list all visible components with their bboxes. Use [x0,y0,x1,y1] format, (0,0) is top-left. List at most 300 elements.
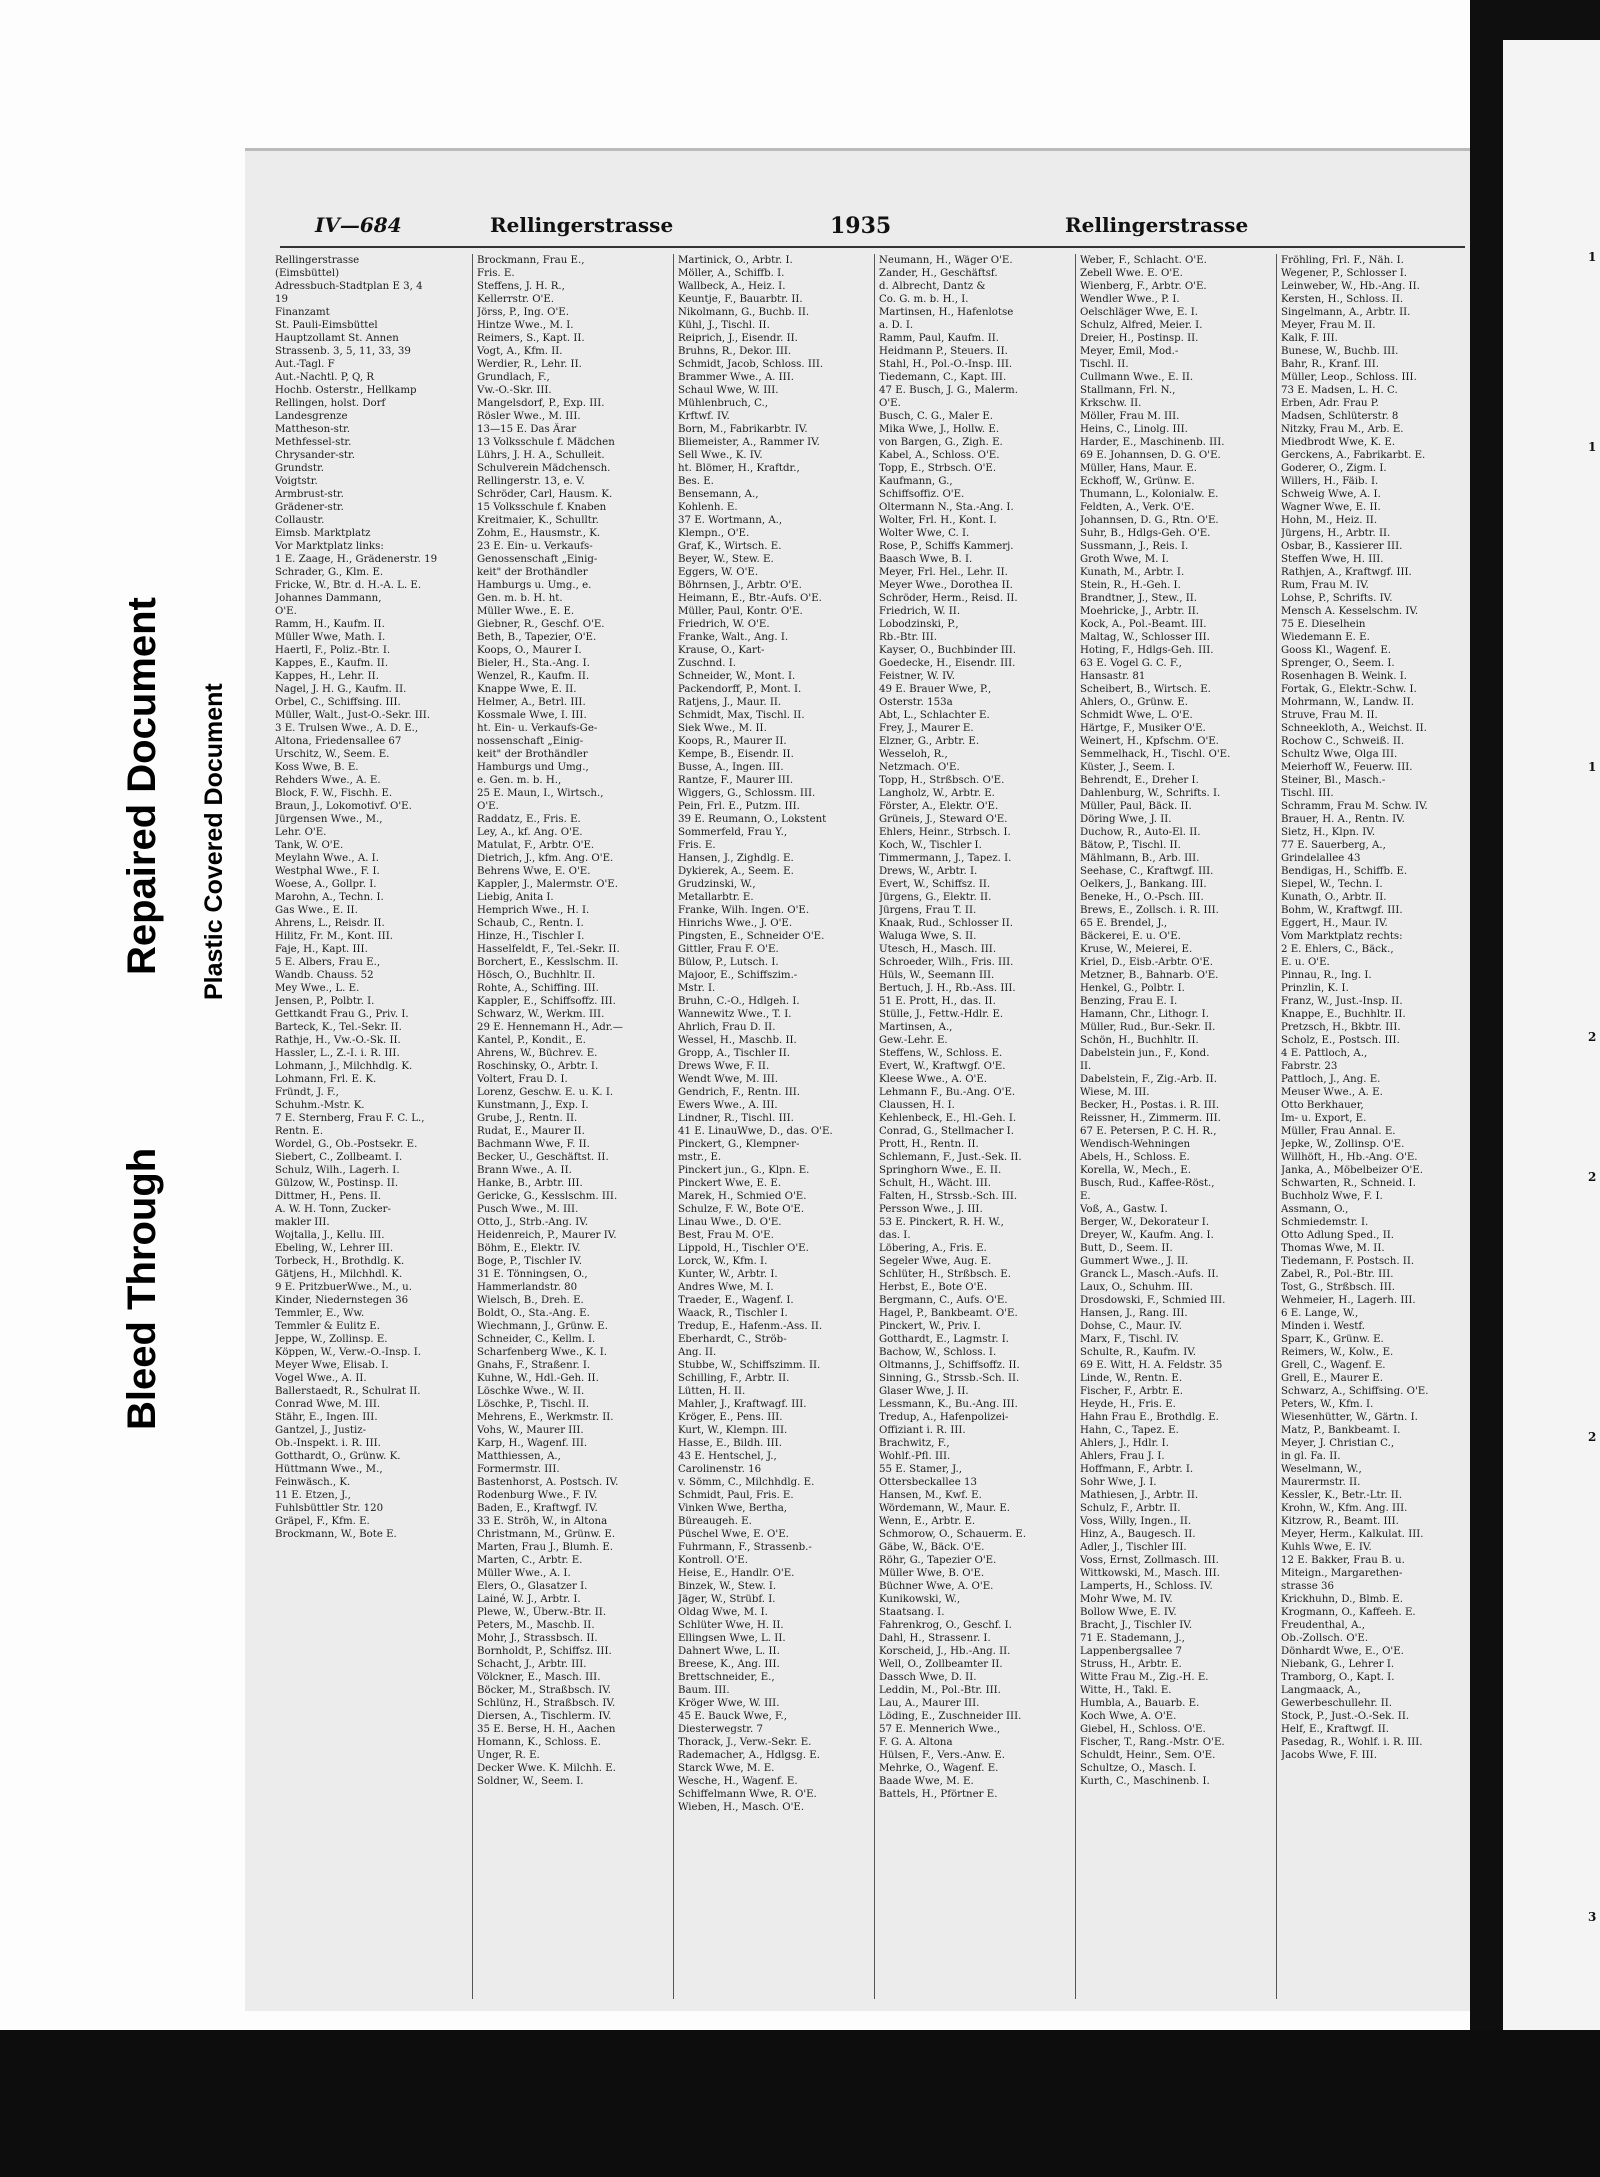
directory-entry: Herbst, E., Bote O'E. [879,1282,988,1293]
directory-entry: 51 E. Prott, H., das. II. [879,996,996,1007]
directory-entry: Zabel, R., Pol.-Btr. III. [1281,1269,1394,1280]
directory-entry: Tredup, A., Hafenpolizei- [879,1412,1009,1423]
directory-entry: Eckhoff, W., Grünw. E. [1080,476,1195,487]
directory-entry: Ahlers, J., Hdlr. I. [1080,1438,1169,1449]
directory-entry: Grundlach, F., [477,372,550,383]
directory-entry: Abt, L., Schlachter E. [879,710,990,721]
directory-entry: Schmidt, Jacob, Schloss. III. [678,359,824,370]
directory-entry: Hülsen, F., Vers.-Anw. E. [879,1750,1006,1761]
directory-entry: Kaufmann, G., [879,476,953,487]
directory-entry: Wesche, H., Wagenf. E. [678,1776,798,1787]
directory-entry: Hanke, B., Arbtr. III. [477,1178,583,1189]
directory-entry: Oelkers, J., Bankang. III. [1080,879,1207,890]
directory-entry: keit" der Brothändler [477,749,588,760]
directory-entry: Krftwf. IV. [678,411,730,422]
directory-entry: Elers, O., Glasatzer I. [477,1581,588,1592]
directory-entry: Kunath, O., Arbtr. II. [1281,892,1387,903]
directory-entry: Boge, P., Tischler IV. [477,1256,582,1267]
directory-entry: Wallbeck, A., Heiz. I. [678,281,786,292]
directory-entry: Gotthardt, O., Grünw. K. [275,1451,401,1462]
directory-entry: Scholz, E., Postsch. III. [1281,1035,1400,1046]
directory-entry: Otto Berkhauer, [1281,1100,1364,1111]
directory-entry: Drosdowski, F., Schmied III. [1080,1295,1226,1306]
directory-entry: von Bargen, G., Zigh. E. [879,437,1003,448]
directory-entry: Fischer, T., Rang.-Mstr. O'E. [1080,1737,1225,1748]
directory-entry: Linde, W., Rentn. E. [1080,1373,1183,1384]
directory-entry: Schneider, C., Kellm. I. [477,1334,596,1345]
directory-entry: Drews Wwe, F. II. [678,1061,770,1072]
directory-entry: Ewers Wwe., A. III. [678,1100,778,1111]
directory-entry: Ottersbeckallee 13 [879,1477,977,1488]
directory-entry: Busch, Rud., Kaffee-Röst., [1080,1178,1215,1189]
directory-entry: Topp, E., Strbsch. O'E. [879,463,997,474]
column-4 [879,254,1071,2004]
directory-entry: Wördemann, W., Maur. E. [879,1503,1011,1514]
year: 1935 [830,213,892,239]
directory-entry: Kossmale Wwe, I. III. [477,710,587,721]
directory-entry: Jürgens, H., Arbtr. II. [1281,528,1391,539]
directory-entry: Maurermstr. II. [1281,1477,1361,1488]
directory-entry: 37 E. Wortmann, A., [678,515,783,526]
directory-entry: Löschke, P., Tischl. II. [477,1399,590,1410]
directory-entry: Ahrens, L., Reisdr. II. [275,918,385,929]
column-1 [275,254,467,2004]
directory-entry: Schaul Wwe, W. III. [678,385,779,396]
directory-entry: Jürgens, G., Elektr. II. [879,892,992,903]
margin-digit: 2 [1588,1030,1597,1044]
directory-entry: Gittler, Frau F. O'E. [678,944,779,955]
directory-entry: Butt, D., Seem. II. [1080,1243,1173,1254]
directory-entry: Goedecke, H., Eisendr. III. [879,658,1016,669]
directory-entry: Völckner, E., Masch. III. [477,1672,601,1683]
directory-entry: Müller, Walt., Just-O.-Sekr. III. [275,710,431,721]
directory-entry: Rellingerstr. 13, e. V. [477,476,585,487]
directory-entry: Hinrichs Wwe., J. O'E. [678,918,793,929]
directory-entry: Conrad Wwe, M. III. [275,1399,381,1410]
directory-entry: Segeler Wwe, Aug. E. [879,1256,992,1267]
directory-entry: Böhrnsen, J., Arbtr. O'E. [678,580,802,591]
directory-entry: A. W. H. Tonn, Zucker- [275,1204,391,1215]
directory-entry: Minden i. Westf. [1281,1321,1365,1332]
directory-entry: Krogmann, O., Kaffeeh. E. [1281,1607,1416,1618]
directory-entry: Büchner Wwe, A. O'E. [879,1581,994,1592]
directory-entry: Dahl, H., Strassenr. I. [879,1633,991,1644]
directory-entry: Mey Wwe., L. E. [275,983,360,994]
directory-entry: 12 E. Bakker, Frau B. u. [1281,1555,1405,1566]
directory-entry: Kappler, J., Malermstr. O'E. [477,879,618,890]
directory-entry: Gräpel, F., Kfm. E. [275,1516,370,1527]
directory-entry: Oldag Wwe, M. I. [678,1607,768,1618]
directory-entry: Schwarten, R., Schneid. I. [1281,1178,1416,1189]
directory-entry: 19 [275,294,288,305]
directory-entry: Gew.-Lehr. E. [879,1035,948,1046]
label-repaired: Repaired Document [120,597,164,975]
margin-digit: 2 [1588,1170,1597,1184]
directory-entry: Gewerbeschullehr. II. [1281,1698,1393,1709]
directory-entry: Busse, A., Ingen. III. [678,762,784,773]
directory-entry: Fuhlsbüttler Str. 120 [275,1503,384,1514]
directory-entry: Reimers, W., Kolw., E. [1281,1347,1394,1358]
directory-entry: Gettkandt Frau G., Priv. I. [275,1009,409,1020]
directory-entry: Offiziant i. R. III. [879,1425,966,1436]
directory-entry: Diersen, A., Tischlerm. IV. [477,1711,612,1722]
directory-entry: Graf, K., Wirtsch. E. [678,541,782,552]
directory-entry: Wiesenhütter, W., Gärtn. I. [1281,1412,1418,1423]
directory-entry: Heimann, E., Btr.-Aufs. O'E. [678,593,822,604]
directory-entry: Beneke, H., O.-Psch. III. [1080,892,1204,903]
directory-entry: Oltermann N., Sta.-Ang. I. [879,502,1014,513]
directory-entry: Gäbe, W., Bäck. O'E. [879,1542,985,1553]
directory-entry: Küster, J., Seem. I. [1080,762,1175,773]
directory-entry: Humbla, A., Bauarb. E. [1080,1698,1200,1709]
directory-entry: Heyde, H., Fris. E. [1080,1399,1176,1410]
directory-entry: 33 E. Ströh, W., in Altona [477,1516,608,1527]
directory-entry: Schlünz, H., Straßbsch. IV. [477,1698,616,1709]
directory-entry: Knappe, E., Buchhltr. II. [1281,1009,1406,1020]
directory-entry: Laux, O., Schuhm. III. [1080,1282,1193,1293]
directory-entry: Vom Marktplatz rechts: [1281,931,1403,942]
column-divider [1276,254,1277,1999]
directory-entry: Gätjens, H., Milchhdl. K. [275,1269,403,1280]
directory-entry: Mohr, J., Strassbsch. II. [477,1633,598,1644]
directory-entry: E. [1080,1191,1091,1202]
directory-entry: Hamann, Chr., Lithogr. I. [1080,1009,1209,1020]
directory-entry: Hansastr. 81 [1080,671,1146,682]
directory-entry: Friedrich, W. II. [879,606,961,617]
directory-entry: Struss, H., Arbtr. E. [1080,1659,1182,1670]
directory-entry: Lessmann, K., Bu.-Ang. III. [879,1399,1018,1410]
directory-entry: Metzner, B., Bahnarb. O'E. [1080,970,1219,981]
directory-entry: Topp, H., Strßbsch. O'E. [879,775,1005,786]
directory-entry: Stubbe, W., Schiffszimm. II. [678,1360,821,1371]
directory-entry: Otto, J., Strb.-Ang. IV. [477,1217,589,1228]
directory-entry: Rathjen, A., Kraftwgf. III. [1281,567,1412,578]
directory-entry: O'E. [275,606,297,617]
margin-digit: 3 [1588,1910,1597,1924]
directory-entry: Niebank, G., Lehrer I. [1281,1659,1395,1670]
directory-entry: Helmer, A., Betrl. III. [477,697,586,708]
directory-entry: Genossenschaft „Einig- [477,554,598,565]
directory-entry: Hinz, A., Baugesch. II. [1080,1529,1196,1540]
directory-entry: Majoor, E., Schiffszim.- [678,970,798,981]
directory-entry: Chrysander-str. [275,450,356,461]
directory-entry: Granck L., Masch.-Aufs. II. [1080,1269,1219,1280]
directory-entry: Ehlers, Heinr., Strbsch. I. [879,827,1011,838]
directory-entry: Bastenhorst, A. Postsch. IV. [477,1477,619,1488]
directory-entry: Block, F. W., Fischh. E. [275,788,393,799]
directory-entry: Schulz, F., Arbtr. II. [1080,1503,1181,1514]
column-divider [472,254,473,1999]
directory-entry: Schulz, Alfred, Meier. I. [1080,320,1203,331]
directory-entry: Gantzel, J., Justiz- [275,1425,367,1436]
directory-entry: F. G. A. Altona [879,1737,953,1748]
directory-entry: Stahl, H., Pol.-O.-Insp. III. [879,359,1013,370]
directory-entry: Rentn. E. [275,1126,324,1137]
directory-entry: Becker, H., Postas. i. R. III. [1080,1100,1220,1111]
directory-entry: Landesgrenze [275,411,348,422]
directory-entry: Wiese, M. III. [1080,1087,1150,1098]
directory-entry: Hasselfeldt, F., Tel.-Sekr. II. [477,944,620,955]
directory-entry: Wehmeier, H., Lagerh. III. [1281,1295,1416,1306]
directory-entry: Giebel, H., Schloss. O'E. [1080,1724,1206,1735]
directory-entry: Sell Wwe., K. IV. [678,450,763,461]
directory-entry: Kersten, H., Schloss. II. [1281,294,1404,305]
directory-entry: Müller, Hans, Maur. E. [1080,463,1197,474]
directory-entry: Schmidt, Paul, Fris. E. [678,1490,794,1501]
directory-entry: Bliemeister, A., Rammer IV. [678,437,820,448]
directory-entry: Hilitz, Fr. M., Kont. III. [275,931,393,942]
directory-entry: nossenschaft „Einig- [477,736,584,747]
directory-entry: Thorack, J., Verw.-Sekr. E. [678,1737,812,1748]
directory-entry: Grudzinski, W., [678,879,756,890]
directory-entry: Lorck, W., Kfm. I. [678,1256,768,1267]
directory-entry: Helf, E., Kraftwgf. II. [1281,1724,1390,1735]
directory-entry: 75 E. Dieselhein [1281,619,1366,630]
directory-entry: Mohrmann, W., Landw. II. [1281,697,1414,708]
directory-entry: Müller, Frau Annal. E. [1281,1126,1396,1137]
directory-entry: Eggers, W. O'E. [678,567,759,578]
directory-entry: Sparr, K., Grünw. E. [1281,1334,1384,1345]
directory-entry: Aut.-Nachtl. P, Q, R [275,372,375,383]
directory-entry: Bunese, W., Buchb. III. [1281,346,1399,357]
directory-entry: 15 Volksschule f. Knaben [477,502,607,513]
margin-digit: 1 [1588,250,1597,264]
directory-entry: Schaub, C., Rentn. I. [477,918,584,929]
directory-entry: Voigtstr. [275,476,318,487]
directory-entry: Frey, J., Maurer E. [879,723,974,734]
directory-entry: Stähr, E., Ingen. III. [275,1412,378,1423]
directory-entry: Claussen, H. I. [879,1100,955,1111]
directory-entry: 23 E. Ein- u. Verkaufs- [477,541,593,552]
directory-entry: Urschitz, W., Seem. E. [275,749,390,760]
directory-entry: Wolter, Frl. H., Kont. I. [879,515,997,526]
directory-entry: Co. G. m. b. H., I. [879,294,969,305]
directory-entry: Kuhls Wwe, E. IV. [1281,1542,1372,1553]
directory-entry: 57 E. Mennerich Wwe., [879,1724,1001,1735]
directory-entry: Brettschneider, E., [678,1672,775,1683]
directory-entry: das. I. [879,1230,911,1241]
directory-entry: Wendisch-Wehningen [1080,1139,1191,1150]
directory-entry: Grädener-str. [275,502,344,513]
directory-entry: Lindner, R., Tischl. III. [678,1113,794,1124]
directory-entry: Ebeling, W., Lehrer III. [275,1243,394,1254]
directory-entry: Bracht, J., Tischler IV. [1080,1620,1193,1631]
directory-entry: Adler, J., Tischler III. [1080,1542,1187,1553]
directory-entry: Hüls, W., Seemann III. [879,970,995,981]
directory-entry: Franz, W., Just.-Insp. II. [1281,996,1403,1007]
directory-entry: Koss Wwe, B. E. [275,762,359,773]
directory-entry: Jürgensen Wwe., M., [275,814,383,825]
directory-entry: Schulte, R., Kaufm. IV. [1080,1347,1197,1358]
directory-entry: Jäger, W., Strübf. I. [678,1594,776,1605]
directory-entry: Dahlenburg, W., Schrifts. I. [1080,788,1221,799]
directory-entry: Hagel, P., Bankbeamt. O'E. [879,1308,1018,1319]
directory-entry: Rum, Frau M. IV. [1281,580,1369,591]
directory-entry: Binzek, W., Stew. I. [678,1581,777,1592]
directory-entry: Schulze, F. W., Bote O'E. [678,1204,805,1215]
directory-entry: 13 Volksschule f. Mädchen [477,437,615,448]
directory-entry: Dreier, H., Postinsp. II. [1080,333,1199,344]
directory-entry: Eggert, H., Maur. IV. [1281,918,1388,929]
directory-entry: Schwarz, W., Werkm. III. [477,1009,605,1020]
directory-entry: (Eimsbüttel) [275,268,340,279]
directory-entry: Springhorn Wwe., E. II. [879,1165,1002,1176]
directory-entry: Eberhardt, C., Ströb- [678,1334,787,1345]
directory-entry: Traeder, E., Wagenf. I. [678,1295,794,1306]
directory-entry: Dabelstein jun., F., Kond. [1080,1048,1210,1059]
directory-entry: 6 E. Lange, W., [1281,1308,1359,1319]
directory-entry: Korscheid, J., Hb.-Ang. II. [879,1646,1011,1657]
directory-entry: Brachwitz, F., [879,1438,950,1449]
directory-entry: Wagner Wwe, E. II. [1281,502,1381,513]
directory-entry: Zohm, E., Hausmstr., K. [477,528,601,539]
directory-entry: Vinken Wwe, Bertha, [678,1503,788,1514]
directory-entry: Schacht, J., Arbtr. III. [477,1659,587,1670]
directory-entry: Reiprich, J., Eisendr. II. [678,333,798,344]
directory-entry: Moehricke, J., Arbtr. II. [1080,606,1200,617]
directory-entry: Nikolmann, G., Buchb. II. [678,307,810,318]
directory-entry: Bachmann Wwe, F. II. [477,1139,590,1150]
directory-entry: strasse 36 [1281,1581,1334,1592]
directory-entry: 63 E. Vogel G. C. F., [1080,658,1182,669]
directory-entry: Voss, Ernst, Zollmasch. III. [1080,1555,1219,1566]
directory-entry: Tost, G., Strßbsch. III. [1281,1282,1395,1293]
directory-entry: Leddin, M., Pol.-Btr. III. [879,1685,1001,1696]
directory-entry: Unger, R. E. [477,1750,540,1761]
directory-entry: Abels, H., Schloss. E. [1080,1152,1190,1163]
directory-entry: Weinert, H., Kpfschm. O'E. [1080,736,1219,747]
directory-entry: Kröger, E., Pens. III. [678,1412,783,1423]
directory-entry: Schmorow, O., Schauerm. E. [879,1529,1027,1540]
directory-entry: Neumann, H., Wäger O'E. [879,255,1013,266]
directory-entry: Mathiesen, J., Arbtr. II. [1080,1490,1199,1501]
directory-entry: Scheibert, B., Wirtsch. E. [1080,684,1211,695]
directory-entry: Lamperts, H., Schloss. IV. [1080,1581,1213,1592]
directory-entry: Kreitmaier, K., Schulltr. [477,515,599,526]
directory-entry: Schuldt, Heinr., Sem. O'E. [1080,1750,1216,1761]
street-left: Rellingerstrasse [490,213,674,237]
directory-entry: Kabel, A., Schloss. O'E. [879,450,1000,461]
directory-entry: Baasch Wwe, B. I. [879,554,973,565]
directory-entry: Dassch Wwe, D. II. [879,1672,977,1683]
directory-entry: Marten, C., Arbtr. E. [477,1555,583,1566]
directory-entry: Keuntje, F., Bauarbtr. II. [678,294,803,305]
directory-entry: Möller, Frau M. III. [1080,411,1180,422]
directory-entry: Freudenthal, A., [1281,1620,1365,1631]
directory-entry: Berger, W., Dekorateur I. [1080,1217,1210,1228]
directory-entry: Schwarz, A., Schiffsing. O'E. [1281,1386,1429,1397]
directory-entry: Best, Frau M. O'E. [678,1230,774,1241]
directory-entry: O'E. [477,801,499,812]
directory-entry: Bruhn, C.-O., Hdlgeh. I. [678,996,800,1007]
directory-entry: Rösler Wwe., M. III. [477,411,581,422]
directory-entry: 69 E. Witt, H. A. Feldstr. 35 [1080,1360,1223,1371]
directory-entry: Steiner, Bl., Masch.- [1281,775,1386,786]
directory-entry: Köppen, W., Verw.-O.-Insp. I. [275,1347,422,1358]
directory-entry: Struve, Frau M. II. [1281,710,1378,721]
directory-entry: Siebert, C., Zollbeamt. I. [275,1152,403,1163]
directory-entry: E. u. O'E. [1281,957,1330,968]
directory-entry: Wielsch, B., Dreh. E. [477,1295,584,1306]
directory-entry: Seehase, C., Kraftwgf. III. [1080,866,1214,877]
directory-entry: Kempe, B., Eisendr. II. [678,749,794,760]
directory-entry: Schrader, G., Klm. E. [275,567,384,578]
directory-entry: Linau Wwe., D. O'E. [678,1217,782,1228]
directory-entry: ht. Blömer, H., Kraftdr., [678,463,800,474]
directory-entry: Jacobs Wwe, F. III. [1281,1750,1377,1761]
directory-entry: Lau, A., Maurer III. [879,1698,980,1709]
directory-entry: Meyer, Frau M. II. [1281,320,1376,331]
directory-entry: Henkel, G., Polbtr. I. [1080,983,1185,994]
directory-entry: Vw.-O.-Skr. III. [477,385,552,396]
directory-entry: Pinckert, G., Klempner- [678,1139,800,1150]
directory-entry: Battels, H., Pförtner E. [879,1789,998,1800]
directory-entry: Martinick, O., Arbtr. I. [678,255,793,266]
directory-entry: Mstr. I. [678,983,716,994]
directory-entry: Fabrstr. 23 [1281,1061,1338,1072]
directory-entry: Rehders Wwe., A. E. [275,775,381,786]
directory-entry: Rellingerstrasse [275,255,360,266]
directory-entry: Rochow C., Schweiß. II. [1281,736,1405,747]
directory-entry: Ellingsen Wwe, L. II. [678,1633,786,1644]
column-divider [874,254,875,1999]
directory-entry: Fris. E. [678,840,716,851]
directory-entry: Well, O., Zollbeamter II. [879,1659,1003,1670]
directory-entry: Lohmann, J., Milchhdlg. K. [275,1061,413,1072]
directory-entry: Assmann, O., [1281,1204,1349,1215]
directory-entry: Löbering, A., Fris. E. [879,1243,987,1254]
directory-entry: Dreyer, W., Kaufm. Ang. I. [1080,1230,1214,1241]
directory-entry: Ramm, H., Kaufm. II. [275,619,385,630]
directory-entry: Matulat, F., Arbtr. O'E. [477,840,595,851]
directory-entry: Miedbrodt Wwe, K. E. [1281,437,1396,448]
directory-entry: 39 E. Reumann, O., Lokstent [678,814,827,825]
directory-entry: Bertuch, J. H., Rb.-Ass. III. [879,983,1016,994]
directory-entry: Pein, Frl. E., Putzm. III. [678,801,800,812]
directory-entry: Wenzel, R., Kaufm. II. [477,671,590,682]
directory-entry: Nagel, J. H. G., Kaufm. II. [275,684,407,695]
directory-entry: Wittkowski, M., Masch. III. [1080,1568,1220,1579]
directory-entry: Tramborg, O., Kapt. I. [1281,1672,1395,1683]
directory-entry: Behrendt, E., Dreher I. [1080,775,1199,786]
directory-entry: Janka, A., Möbelbeizer O'E. [1281,1165,1424,1176]
directory-entry: Rudat, E., Maurer II. [477,1126,585,1137]
directory-entry: Gericke, G., Kesslschm. III. [477,1191,618,1202]
directory-entry: Lührs, J. H. A., Schulleit. [477,450,605,461]
directory-entry: Schiffsoffiz. O'E. [879,489,965,500]
directory-entry: Fuhrmann, F., Strassenb.- [678,1542,812,1553]
directory-entry: Lehmann F., Bu.-Ang. O'E. [879,1087,1016,1098]
directory-entry: Tischl. II. [1080,359,1129,370]
directory-entry: Finanzamt [275,307,330,318]
directory-entry: Pretzsch, H., Bkbtr. III. [1281,1022,1401,1033]
directory-entry: Giebner, R., Geschf. O'E. [477,619,605,630]
directory-entry: Feinwäsch., K. [275,1477,351,1488]
directory-entry: Kayser, O., Buchbinder III. [879,645,1017,656]
directory-entry: e. Gen. m. b. H., [477,775,562,786]
directory-entry: Ahlers, O., Grünw. E. [1080,697,1189,708]
directory-entry: Meyer Wwe, Elisab. I. [275,1360,389,1371]
directory-entry: Bruhns, R., Dekor. III. [678,346,792,357]
directory-entry: Haertl, F., Poliz.-Btr. I. [275,645,391,656]
directory-entry: Benzing, Frau E. I. [1080,996,1178,1007]
directory-entry: Mensch A. Kesselschm. IV. [1281,606,1419,617]
directory-entry: Hansen, J., Rang. III. [1080,1308,1188,1319]
directory-entry: Müller, Leop., Schloss. III. [1281,372,1417,383]
directory-entry: Knappe Wwe, E. II. [477,684,577,695]
directory-entry: Kühl, J., Tischl. II. [678,320,770,331]
directory-entry: Kellerrstr. O'E. [477,294,555,305]
